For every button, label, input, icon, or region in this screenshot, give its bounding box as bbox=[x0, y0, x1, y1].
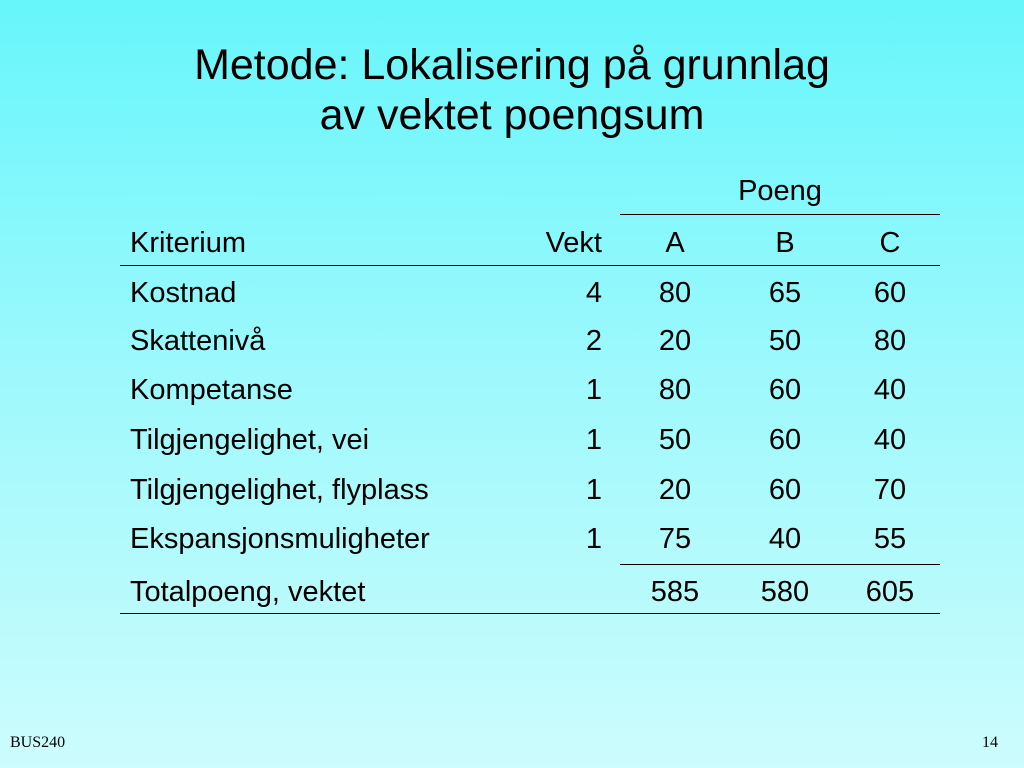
row-score-b: 65 bbox=[768, 277, 802, 309]
total-score-a: 585 bbox=[650, 576, 700, 608]
row-weight: 1 bbox=[585, 474, 602, 506]
row-score-c: 40 bbox=[873, 424, 907, 456]
header-weight: Vekt bbox=[545, 227, 602, 259]
header-b: B bbox=[775, 227, 795, 259]
slide-title-line-1: Metode: Lokalisering på grunnlag bbox=[194, 41, 830, 89]
slide-title-line-2: av vektet poengsum bbox=[319, 91, 705, 139]
row-score-a: 50 bbox=[658, 424, 692, 456]
row-criterion: Skattenivå bbox=[130, 325, 266, 357]
row-weight: 4 bbox=[585, 277, 602, 309]
row-score-c: 80 bbox=[873, 325, 907, 357]
total-score-c: 605 bbox=[865, 576, 915, 608]
poeng-group-header: Poeng bbox=[738, 175, 822, 207]
row-score-c: 70 bbox=[873, 474, 907, 506]
header-a: A bbox=[665, 227, 685, 259]
header-c: C bbox=[879, 227, 901, 259]
total-label: Totalpoeng, vektet bbox=[130, 576, 366, 608]
row-score-b: 40 bbox=[768, 523, 802, 555]
row-weight: 2 bbox=[585, 325, 602, 357]
row-score-a: 20 bbox=[658, 474, 692, 506]
row-criterion: Ekspansjonsmuligheter bbox=[130, 523, 430, 555]
row-score-b: 60 bbox=[768, 424, 802, 456]
row-score-a: 75 bbox=[658, 523, 692, 555]
header-criterion: Kriterium bbox=[130, 227, 247, 259]
subtotal-rule bbox=[620, 564, 940, 565]
row-criterion: Kompetanse bbox=[130, 374, 293, 406]
row-weight: 1 bbox=[585, 424, 602, 456]
row-weight: 1 bbox=[585, 374, 602, 406]
row-score-a: 20 bbox=[658, 325, 692, 357]
table-bottom-rule bbox=[120, 613, 940, 614]
row-score-b: 60 bbox=[768, 374, 802, 406]
row-criterion: Kostnad bbox=[130, 277, 237, 309]
header-rule bbox=[120, 265, 940, 266]
row-score-c: 55 bbox=[873, 523, 907, 555]
row-score-b: 50 bbox=[768, 325, 802, 357]
poeng-header-rule bbox=[620, 214, 940, 215]
total-score-b: 580 bbox=[760, 576, 810, 608]
footer-course-code: BUS240 bbox=[10, 734, 66, 751]
row-score-a: 80 bbox=[658, 374, 692, 406]
row-score-b: 60 bbox=[768, 474, 802, 506]
footer-page-number: 14 bbox=[982, 734, 998, 751]
weighted-score-table bbox=[120, 0, 940, 768]
row-score-c: 60 bbox=[873, 277, 907, 309]
row-criterion: Tilgjengelighet, vei bbox=[130, 424, 370, 456]
row-score-c: 40 bbox=[873, 374, 907, 406]
row-score-a: 80 bbox=[658, 277, 692, 309]
row-criterion: Tilgjengelighet, flyplass bbox=[130, 474, 429, 506]
row-weight: 1 bbox=[585, 523, 602, 555]
